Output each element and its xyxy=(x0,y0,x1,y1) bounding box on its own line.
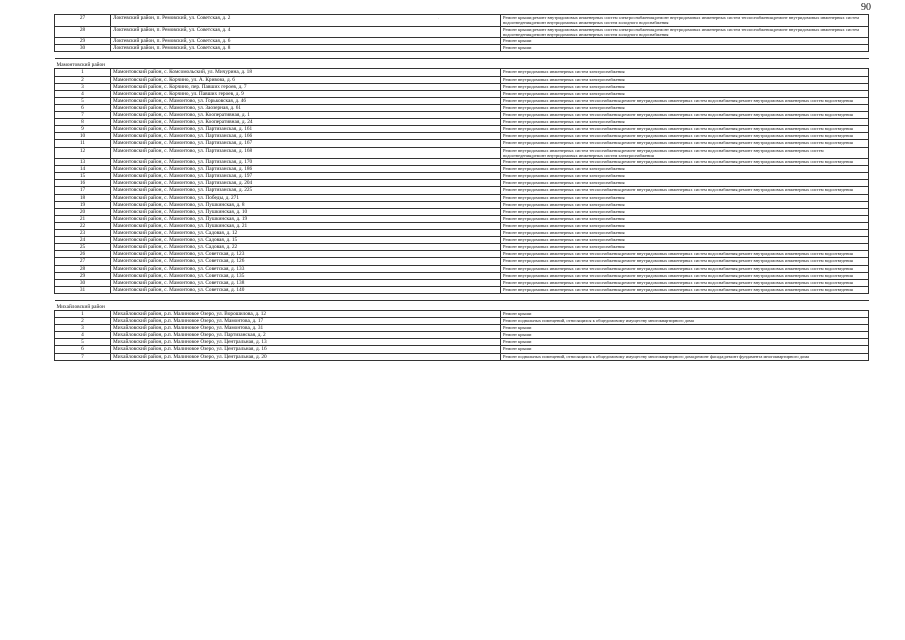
row-number: 2 xyxy=(55,318,111,325)
house-address: Мамонтовский район, с. Мамонтово, ул. Советская, д. 133 xyxy=(111,265,501,272)
row-number: 20 xyxy=(55,208,111,215)
repair-works: Ремонт внутридомовых инженерных систем теплоснабжения;ремонт внутридомовых инженерных систем водоснабжения;ремонт внутридомовых инженерных систем водоотведения xyxy=(501,140,869,147)
repair-works: Ремонт внутридомовых инженерных систем теплоснабжения;ремонт внутридомовых инженерных систем водоснабжения;ремонт внутридомовых инженерных систем водоотведения xyxy=(501,279,869,286)
table-row xyxy=(55,310,869,317)
repair-works: Ремонт крыши xyxy=(501,339,869,346)
repair-works: Ремонт крыши xyxy=(501,332,869,339)
house-address: Михайловский район, р.п. Малиновое Озеро, ул. Мамонтова, д. 31 xyxy=(111,325,501,332)
house-address: Мамонтовский район, с. Корчино, пер. Павших героев, д. 7 xyxy=(111,83,501,90)
house-address: Мамонтовский район, с. Корчино, ул. А. Кривова, д. 6 xyxy=(111,76,501,83)
table-row xyxy=(55,215,869,222)
house-address: Михайловский район, р.п. Малиновое Озеро, ул. Центральная, д. 20 xyxy=(111,353,501,360)
repair-works: Ремонт внутридомовых инженерных систем электроснабжения xyxy=(501,90,869,97)
house-address: Мамонтовский район, с. Мамонтово, ул. Партизанская, д. 204 xyxy=(111,180,501,187)
repair-works: Ремонт внутридомовых инженерных систем электроснабжения xyxy=(501,166,869,173)
row-number: 28 xyxy=(55,26,111,38)
repair-works: Ремонт внутридомовых инженерных систем теплоснабжения;ремонт внутридомовых инженерных систем водоснабжения;ремонт внутридомовых инженерных систем водоотведения xyxy=(501,126,869,133)
table-row xyxy=(55,272,869,279)
house-address: Мамонтовский район, с. Мамонтово, ул. Пушкинская, д. 8 xyxy=(111,201,501,208)
repair-works: Ремонт внутридомовых инженерных систем электроснабжения xyxy=(501,208,869,215)
table-row xyxy=(55,69,869,76)
table-row xyxy=(55,45,869,52)
scan-mark: · xyxy=(438,16,440,21)
house-address: Мамонтовский район, с. Мамонтово, ул. Советская, д. 140 xyxy=(111,286,501,293)
house-address: Локтевский район, п. Ремовский, ул. Советская, д. 6 xyxy=(111,38,501,45)
house-address: Мамонтовский район, с. Мамонтово, ул. Партизанская, д. 197 xyxy=(111,173,501,180)
row-number: 3 xyxy=(55,83,111,90)
row-number: 6 xyxy=(55,346,111,353)
house-address: Михайловский район, р.п. Малиновое Озеро, ул. Ворошилова, д. 12 xyxy=(111,310,501,317)
table-row xyxy=(55,159,869,166)
house-address: Михайловский район, р.п. Малиновое Озеро, ул. Партизанская, д. 2 xyxy=(111,332,501,339)
repair-works: Ремонт внутридомовых инженерных систем теплоснабжения;ремонт внутридомовых инженерных систем водоснабжения;ремонт внутридомовых инженерных систем водоотведения xyxy=(501,272,869,279)
row-number: 29 xyxy=(55,38,111,45)
page-number: 90 xyxy=(861,2,871,13)
row-number: 13 xyxy=(55,159,111,166)
house-address: Мамонтовский район, с. Мамонтово, ул. Садовая, д. 22 xyxy=(111,244,501,251)
house-address: Михайловский район, р.п. Малиновое Озеро, ул. Мамонтова, д. 17 xyxy=(111,318,501,325)
house-address: Мамонтовский район, с. Мамонтово, ул. Садовая, д. 12 xyxy=(111,230,501,237)
table-row xyxy=(55,325,869,332)
table-row xyxy=(55,83,869,90)
table-row xyxy=(55,346,869,353)
table-row xyxy=(55,140,869,147)
house-address: Мамонтовский район, с. Мамонтово, ул. Советская, д. 126 xyxy=(111,258,501,265)
row-number: 4 xyxy=(55,332,111,339)
row-number: 16 xyxy=(55,180,111,187)
table-row xyxy=(55,201,869,208)
repair-works: Ремонт внутридомовых инженерных систем электроснабжения xyxy=(501,173,869,180)
table-row xyxy=(55,258,869,265)
repair-works: Ремонт внутридомовых инженерных систем теплоснабжения;ремонт внутридомовых инженерных систем водоснабжения;ремонт внутридомовых инженерных систем водоотведения xyxy=(501,187,869,194)
gap-cell xyxy=(55,52,869,59)
house-address: Локтевский район, п. Ремовский, ул. Советская, д. 2 xyxy=(111,15,501,27)
table-row xyxy=(55,286,869,293)
row-number: 21 xyxy=(55,215,111,222)
row-number: 2 xyxy=(55,76,111,83)
row-number: 17 xyxy=(55,187,111,194)
table-row xyxy=(55,230,869,237)
table-row xyxy=(55,251,869,258)
row-number: 1 xyxy=(55,310,111,317)
table-row xyxy=(55,104,869,111)
repair-works: Ремонт внутридомовых инженерных систем теплоснабжения;ремонт внутридомовых инженерных систем водоснабжения;ремонт внутридомовых инженерных систем водоотведения xyxy=(501,159,869,166)
house-address: Мамонтовский район, с. Мамонтово, ул. Кооперативная, д. 1 xyxy=(111,112,501,119)
house-address: Мамонтовский район, с. Корчино, ул. Павших героев, д. 9 xyxy=(111,90,501,97)
house-address: Мамонтовский район, с. Мамонтово, ул. Кооперативная, д. 24 xyxy=(111,119,501,126)
table-row xyxy=(55,38,869,45)
table-row xyxy=(55,339,869,346)
table-row xyxy=(55,147,869,159)
house-address: Мамонтовский район, с. Мамонтово, ул. Партизанская, д. 186 xyxy=(111,166,501,173)
repair-works: Ремонт внутридомовых инженерных систем теплоснабжения;ремонт внутридомовых инженерных систем водоснабжения;ремонт внутридомовых инженерных систем водоотведения xyxy=(501,286,869,293)
house-address: Локтевский район, п. Ремовский, ул. Советская, д. 8 xyxy=(111,45,501,52)
row-number: 25 xyxy=(55,244,111,251)
row-number: 12 xyxy=(55,147,111,159)
row-number: 10 xyxy=(55,133,111,140)
house-address: Мамонтовский район, с. Мамонтово, ул. Победы, д. 271 xyxy=(111,194,501,201)
table-row xyxy=(55,97,869,104)
row-number: 6 xyxy=(55,104,111,111)
repair-works: Ремонт крыши;ремонт внутридомовых инженерных систем электроснабжения;ремонт внутридомовых инженерных систем теплоснабжения;ремонт внутридомовых инженерных систем водоотведения;ремонт внутридомовых инженерных систем холодного водоснабжения xyxy=(501,15,869,27)
row-number: 30 xyxy=(55,45,111,52)
table-row xyxy=(55,166,869,173)
repair-works: Ремонт крыши xyxy=(501,45,869,52)
table-row xyxy=(55,208,869,215)
house-address: Локтевский район, п. Ремовский, ул. Советская, д. 4 xyxy=(111,26,501,38)
row-number: 28 xyxy=(55,265,111,272)
repair-works: Ремонт внутридомовых инженерных систем теплоснабжения;ремонт внутридомовых инженерных систем водоснабжения;ремонт внутридомовых инженерных систем водоотведения xyxy=(501,97,869,104)
house-address: Мамонтовский район, с. Мамонтово, ул. Советская, д. 123 xyxy=(111,251,501,258)
repair-works: Ремонт внутридомовых инженерных систем электроснабжения xyxy=(501,83,869,90)
repair-works: Ремонт внутридомовых инженерных систем электроснабжения xyxy=(501,119,869,126)
house-address: Мамонтовский район, с. Мамонтово, ул. Партизанская, д. 168 xyxy=(111,147,501,159)
table-row xyxy=(55,119,869,126)
row-number: 5 xyxy=(55,97,111,104)
row-number: 29 xyxy=(55,272,111,279)
repair-works: Ремонт внутридомовых инженерных систем электроснабжения xyxy=(501,104,869,111)
table-row xyxy=(55,222,869,229)
table-row xyxy=(55,90,869,97)
house-address: Мамонтовский район, с. Мамонтово, ул. Партизанская, д. 225 xyxy=(111,187,501,194)
repair-works: Ремонт подвальных помещений, относящихся к общедомовому имуществу многоквартирного дома;ремонт фасада;ремонт фундамента многоквартирного дома xyxy=(501,353,869,360)
repair-works: Ремонт внутридомовых инженерных систем теплоснабжения;ремонт внутридомовых инженерных систем водоснабжения;ремонт внутридомовых инженерных систем водоотведения;ремонт внутридомовых инженерных систем электроснабжения xyxy=(501,147,869,159)
repair-works: Ремонт крыши xyxy=(501,325,869,332)
row-number: 22 xyxy=(55,222,111,229)
row-number: 26 xyxy=(55,251,111,258)
table-row xyxy=(55,26,869,38)
table-body xyxy=(55,15,869,361)
section-gap xyxy=(55,52,869,59)
repair-works: Ремонт внутридомовых инженерных систем электроснабжения xyxy=(501,194,869,201)
row-number: 15 xyxy=(55,173,111,180)
house-address: Мамонтовский район, с. Мамонтово, ул. Пушкинская, д. 10 xyxy=(111,208,501,215)
row-number: 9 xyxy=(55,126,111,133)
repair-works: Ремонт внутридомовых инженерных систем электроснабжения xyxy=(501,237,869,244)
section-gap xyxy=(55,293,869,300)
table-row xyxy=(55,76,869,83)
house-address: Михайловский район, р.п. Малиновое Озеро, ул. Центральная, д. 13 xyxy=(111,339,501,346)
row-number: 3 xyxy=(55,325,111,332)
row-number: 19 xyxy=(55,201,111,208)
repair-works: Ремонт внутридомовых инженерных систем электроснабжения xyxy=(501,230,869,237)
row-number: 27 xyxy=(55,15,111,27)
house-address: Мамонтовский район, с. Мамонтово, ул. Заозерная, д. 61 xyxy=(111,104,501,111)
house-address: Мамонтовский район, с. Мамонтово, ул. Горьковская, д. 46 xyxy=(111,97,501,104)
table-row xyxy=(55,318,869,325)
repair-works: Ремонт внутридомовых инженерных систем теплоснабжения;ремонт внутридомовых инженерных систем водоснабжения;ремонт внутридомовых инженерных систем водоотведения xyxy=(501,133,869,140)
row-number: 23 xyxy=(55,230,111,237)
repair-works: Ремонт внутридомовых инженерных систем электроснабжения xyxy=(501,201,869,208)
repair-works: Ремонт внутридомовых инженерных систем теплоснабжения;ремонт внутридомовых инженерных систем водоснабжения;ремонт внутридомовых инженерных систем водоотведения xyxy=(501,258,869,265)
row-number: 30 xyxy=(55,279,111,286)
gap-cell xyxy=(55,293,869,300)
table-row xyxy=(55,244,869,251)
row-number: 7 xyxy=(55,353,111,360)
repair-works: Ремонт внутридомовых инженерных систем теплоснабжения;ремонт внутридомовых инженерных систем водоснабжения;ремонт внутридомовых инженерных систем водоотведения xyxy=(501,112,869,119)
house-address: Мамонтовский район, с. Мамонтово, ул. Партизанская, д. 170 xyxy=(111,159,501,166)
table-row xyxy=(55,332,869,339)
house-address: Мамонтовский район, с. Мамонтово, ул. Советская, д. 138 xyxy=(111,279,501,286)
repair-works: Ремонт внутридомовых инженерных систем электроснабжения xyxy=(501,76,869,83)
repair-works: Ремонт крыши;ремонт внутридомовых инженерных систем электроснабжения;ремонт внутридомовых инженерных систем теплоснабжения;ремонт внутридомовых инженерных систем водоотведения;ремонт внутридомовых инженерных систем холодного водоснабжения xyxy=(501,26,869,38)
row-number: 5 xyxy=(55,339,111,346)
repair-works: Ремонт крыши xyxy=(501,310,869,317)
region-name: Михайловский район xyxy=(55,300,869,310)
table-row xyxy=(55,194,869,201)
region-name: Мамонтовский район xyxy=(55,59,869,69)
row-number: 1 xyxy=(55,69,111,76)
table-row xyxy=(55,180,869,187)
repair-works: Ремонт внутридомовых инженерных систем электроснабжения xyxy=(501,180,869,187)
row-number: 31 xyxy=(55,286,111,293)
row-number: 4 xyxy=(55,90,111,97)
table-row xyxy=(55,279,869,286)
table-row xyxy=(55,187,869,194)
table-row xyxy=(55,173,869,180)
table-row xyxy=(55,112,869,119)
row-number: 27 xyxy=(55,258,111,265)
house-address: Мамонтовский район, с. Мамонтово, ул. Партизанская, д. 161 xyxy=(111,126,501,133)
repair-works: Ремонт внутридомовых инженерных систем электроснабжения xyxy=(501,244,869,251)
row-number: 24 xyxy=(55,237,111,244)
row-number: 18 xyxy=(55,194,111,201)
house-address: Михайловский район, р.п. Малиновое Озеро, ул. Центральная, д. 16 xyxy=(111,346,501,353)
house-address: Мамонтовский район, с. Мамонтово, ул. Пушкинская, д. 21 xyxy=(111,222,501,229)
house-address: Мамонтовский район, с. Мамонтово, ул. Пушкинская, д. 19 xyxy=(111,215,501,222)
repair-works: Ремонт подвальных помещений, относящихся к общедомовому имуществу многоквартирного дома xyxy=(501,318,869,325)
region-header-row xyxy=(55,300,869,310)
repair-works: Ремонт внутридомовых инженерных систем теплоснабжения;ремонт внутридомовых инженерных систем водоснабжения;ремонт внутридомовых инженерных систем водоотведения xyxy=(501,265,869,272)
repair-works: Ремонт крыши xyxy=(501,346,869,353)
row-number: 11 xyxy=(55,140,111,147)
table-row xyxy=(55,126,869,133)
table-row xyxy=(55,133,869,140)
table-row xyxy=(55,237,869,244)
region-header-row xyxy=(55,59,869,69)
row-number: 8 xyxy=(55,119,111,126)
house-address: Мамонтовский район, с. Мамонтово, ул. Советская, д. 135 xyxy=(111,272,501,279)
repair-works: Ремонт внутридомовых инженерных систем электроснабжения xyxy=(501,222,869,229)
repair-works: Ремонт внутридомовых инженерных систем теплоснабжения;ремонт внутридомовых инженерных систем водоснабжения;ремонт внутридомовых инженерных систем водоотведения xyxy=(501,251,869,258)
repair-works: Ремонт внутридомовых инженерных систем электроснабжения xyxy=(501,69,869,76)
repair-register-table xyxy=(54,14,869,361)
repair-works: Ремонт крыши xyxy=(501,38,869,45)
table-row xyxy=(55,265,869,272)
table-row xyxy=(55,353,869,360)
row-number: 7 xyxy=(55,112,111,119)
house-address: Мамонтовский район, с. Мамонтово, ул. Садовая, д. 15 xyxy=(111,237,501,244)
house-address: Мамонтовский район, с. Комсомольский, ул. Мичурина, д. 18 xyxy=(111,69,501,76)
house-address: Мамонтовский район, с. Мамонтово, ул. Партизанская, д. 167 xyxy=(111,140,501,147)
table-row xyxy=(55,15,869,27)
house-address: Мамонтовский район, с. Мамонтово, ул. Партизанская, д. 166 xyxy=(111,133,501,140)
row-number: 14 xyxy=(55,166,111,173)
repair-works: Ремонт внутридомовых инженерных систем электроснабжения xyxy=(501,215,869,222)
